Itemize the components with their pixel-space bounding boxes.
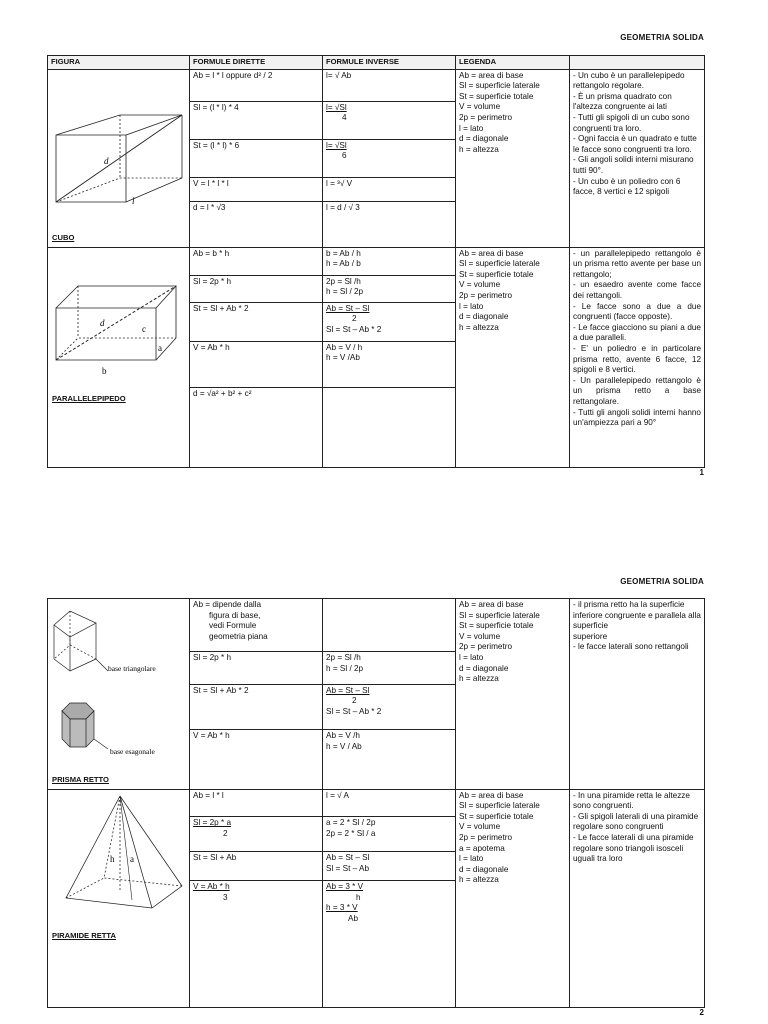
pir-notes: - In una piramide retta le altezze sono congruenti. - Gli spigoli laterali di una piramide regolare sono congruenti - Le facce laterali di una piramide regolare sono triangoli isosceli uguali tra loro <box>570 789 705 1008</box>
figure-name-parallelepipedo: PARALLELEPIPEDO <box>52 394 126 403</box>
par-notes: - un parallelepipedo rettangolo è un prisma retto avente per base un rettangolo; - un esaedro avente come facce dei rettangoli. - Le facce sono a due a due congruenti (facce opposte). - Le facce giacciono su piani a due a due paralleli. - E' un poliedro e in particolare prisma retto, avente 6 facce, 12 spigoli e 8 vertici. - Un parallelepipedo rettangolo è un prisma retto a base rettangolare. - Tutti gli angoli solidi interni hanno un'ampiezza pari a 90° <box>570 247 705 467</box>
prisma-inverse-0 <box>323 599 456 652</box>
figure-prisma-retto <box>48 599 190 790</box>
cubo-notes: - Un cubo è un parallelepipedo rettangolo regolare. - È un prisma quadrato con l'altezza congruente ai lati - Tutti gli spigoli di un cubo sono congruenti tra loro. - Ogni faccia è un quadrato e tutte le facce sono congruenti tra loro. - Gli angoli solidi interni misurano tutti 90°. - Un cubo è un poliedro con 6 facce, 8 vertici e 12 spigoli <box>570 69 705 247</box>
prisma-legend: Ab = area di base Sl = superficie laterale St = superficie totale V = volume 2p = perimetro l = lato d = diagonale h = altezza <box>456 599 570 790</box>
pyramid-diagram <box>48 790 190 1004</box>
header-row <box>48 56 705 70</box>
cube-label-l: l <box>132 195 135 206</box>
pir-inverse-1: a = 2 * Sl / 2p 2p = 2 * Sl / a <box>323 817 456 852</box>
page2-number: 2 <box>699 1008 704 1017</box>
pyr-label-a: a <box>130 853 134 864</box>
par-direct-2: St = Sl + Ab * 2 <box>190 302 323 341</box>
prisma-direct-2: St = Sl + Ab * 2 <box>190 684 323 730</box>
par-direct-0: Ab = b * h <box>190 247 323 275</box>
page1-number: 1 <box>699 468 704 477</box>
prisma-inverse-3: Ab = V /h h = V / Ab <box>323 730 456 789</box>
cubo-inverse-1: l= √Sl 4 <box>323 101 456 139</box>
page1-table <box>47 55 705 468</box>
pir-direct-2: St = Sl + Ab <box>190 852 323 881</box>
par-label-b: b <box>102 365 107 376</box>
cubo-direct-1: Sl = (l * l) * 4 <box>190 101 323 139</box>
prisma-direct-3: V = Ab * h <box>190 730 323 789</box>
col-formule-dirette: FORMULE DIRETTE <box>190 56 323 70</box>
par-inverse-2: Ab = St – Sl 2 Sl = St – Ab * 2 <box>323 302 456 341</box>
col-note <box>570 56 705 70</box>
prisma-inverse-1: 2p = Sl /h h = Sl / 2p <box>323 651 456 684</box>
pyr-label-h: h <box>110 853 115 864</box>
pir-direct-3: V = Ab * h 3 <box>190 880 323 1007</box>
cubo-direct-4: d = l * √3 <box>190 201 323 247</box>
col-legenda: LEGENDA <box>456 56 570 70</box>
cube-label-d: d <box>104 155 109 166</box>
par-label-c: c <box>142 323 146 334</box>
col-formule-inverse: FORMULE INVERSE <box>323 56 456 70</box>
prisma-direct-1: Sl = 2p * h <box>190 651 323 684</box>
pir-direct-0: Ab = l * l <box>190 789 323 817</box>
par-inverse-1: 2p = Sl /h h = Sl / 2p <box>323 275 456 302</box>
cubo-inverse-4: l = d / √ 3 <box>323 201 456 247</box>
pir-direct-1: Sl = 2p * a 2 <box>190 817 323 852</box>
pir-inverse-3: Ab = 3 * V h h = 3 * V Ab <box>323 880 456 1007</box>
figure-name-piramide-retta: PIRAMIDE RETTA <box>52 930 116 940</box>
par-direct-3: V = Ab * h <box>190 341 323 387</box>
page2-table <box>47 598 705 1008</box>
page1-header: GEOMETRIA SOLIDA <box>620 33 704 42</box>
prisma-direct-0: Ab = dipende dalla figura di base, vedi Formule geometria piana <box>190 599 323 652</box>
figure-piramide-retta <box>48 789 190 1008</box>
parallelepiped-diagram <box>48 248 190 408</box>
par-inverse-0: b = Ab / h h = Ab / b <box>323 247 456 275</box>
par-label-a: a <box>158 342 162 353</box>
cubo-direct-3: V = l * l * l <box>190 177 323 201</box>
figure-name-cubo: CUBO <box>52 233 75 242</box>
pir-inverse-0: l = √ A <box>323 789 456 817</box>
cubo-legend: Ab = area di base Sl = superficie laterale St = superficie totale V = volume 2p = perimetro l = lato d = diagonale h = altezza <box>456 69 570 247</box>
par-label-d: d <box>100 317 105 328</box>
prisma-inverse-2: Ab = St – Sl 2 Sl = St – Ab * 2 <box>323 684 456 730</box>
figure-parallelepipedo <box>48 247 190 467</box>
prisma-notes: - il prisma retto ha la superficie inferiore congruente e parallela alla superficie superiore - le facce laterali sono rettangoli <box>570 599 705 790</box>
par-direct-4: d = √a² + b² + c² <box>190 387 323 467</box>
prism-diagram <box>48 599 190 785</box>
prism-label-hexagonal: base esagonale <box>110 747 155 756</box>
pir-legend: Ab = area di base Sl = superficie laterale St = superficie totale V = volume 2p = perimetro a = apotema l = lato d = diagonale h = altezza <box>456 789 570 1008</box>
page2-header: GEOMETRIA SOLIDA <box>620 577 704 586</box>
prism-label-triangular: base triangolare <box>108 664 156 673</box>
cubo-inverse-3: l = ³√ V <box>323 177 456 201</box>
cube-diagram <box>48 70 190 230</box>
pir-inverse-2: Ab = St – Sl Sl = St – Ab <box>323 852 456 881</box>
par-inverse-4 <box>323 387 456 467</box>
par-direct-1: Sl = 2p * h <box>190 275 323 302</box>
cubo-direct-2: St = (l * l) * 6 <box>190 139 323 177</box>
par-inverse-3: Ab = V / h h = V /Ab <box>323 341 456 387</box>
cubo-inverse-2: l= √Sl 6 <box>323 139 456 177</box>
col-figura: FIGURA <box>48 56 190 70</box>
cubo-inverse-0: l= √ Ab <box>323 69 456 101</box>
figure-cubo <box>48 69 190 247</box>
par-legend: Ab = area di base Sl = superficie laterale St = superficie totale V = volume 2p = perimetro l = lato d = diagonale h = altezza <box>456 247 570 467</box>
figure-name-prisma-retto: PRISMA RETTO <box>52 775 109 784</box>
cubo-direct-0: Ab = l * l oppure d² / 2 <box>190 69 323 101</box>
